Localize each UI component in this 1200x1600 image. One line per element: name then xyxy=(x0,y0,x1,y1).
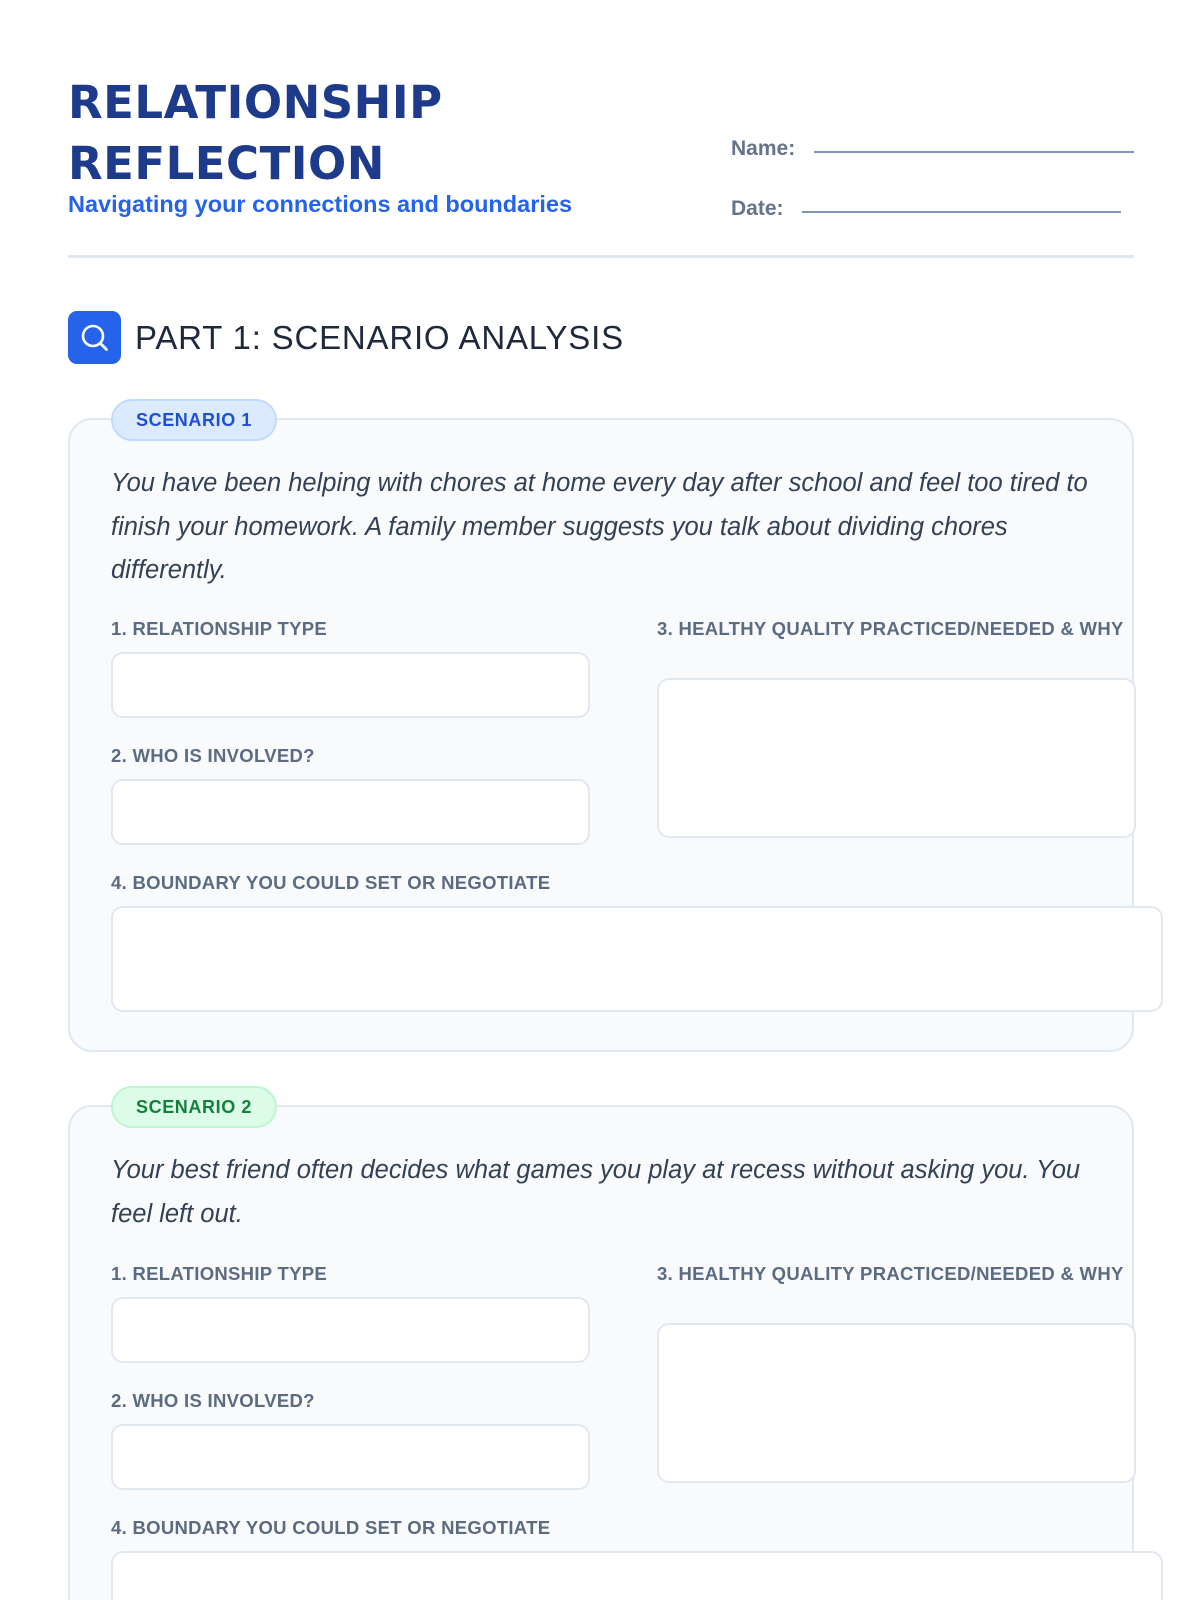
who-involved-input[interactable] xyxy=(111,1424,590,1490)
date-label: Date: xyxy=(731,197,784,220)
who-involved-label: 2. WHO IS INVOLVED? xyxy=(111,1390,315,1411)
scenario-tag: SCENARIO 1 xyxy=(111,399,277,441)
healthy-quality-input[interactable] xyxy=(657,1323,1136,1483)
scenario-tag: SCENARIO 2 xyxy=(111,1086,277,1128)
who-involved-input[interactable] xyxy=(111,779,590,845)
name-field[interactable] xyxy=(731,134,1134,164)
who-involved-label: 2. WHO IS INVOLVED? xyxy=(111,745,315,766)
name-label: Name: xyxy=(731,137,796,160)
healthy-quality-label: 3. HEALTHY QUALITY PRACTICED/NEEDED & WHY xyxy=(657,1263,1124,1284)
title-line-2: REFLECTION xyxy=(68,137,385,190)
scenario-card xyxy=(68,1097,1134,1600)
scenario-description: You have been helping with chores at home every day after school and feel too tired to finish your homework. A family member suggests you talk about dividing chores differently. xyxy=(111,469,1088,584)
boundary-label: 4. BOUNDARY YOU COULD SET OR NEGOTIATE xyxy=(111,1517,551,1538)
date-write-line[interactable] xyxy=(802,211,1121,213)
scenario-card xyxy=(68,410,1134,1052)
relationship-type-input[interactable] xyxy=(111,652,590,718)
relationship-type-label: 1. RELATIONSHIP TYPE xyxy=(111,1263,328,1284)
boundary-input[interactable] xyxy=(111,906,1163,1012)
worksheet-header xyxy=(68,72,1134,258)
worksheet-subtitle: Navigating your connections and boundaries xyxy=(68,191,573,217)
boundary-input[interactable] xyxy=(111,1551,1163,1600)
header-divider xyxy=(68,255,1134,258)
worksheet-title xyxy=(68,72,443,194)
search-icon xyxy=(68,311,121,364)
relationship-type-label: 1. RELATIONSHIP TYPE xyxy=(111,618,328,639)
healthy-quality-input[interactable] xyxy=(657,678,1136,838)
date-field[interactable] xyxy=(731,194,1121,224)
scenario-description: Your best friend often decides what games you play at recess without asking you. You feel left out. xyxy=(111,1156,1081,1228)
healthy-quality-label: 3. HEALTHY QUALITY PRACTICED/NEEDED & WHY xyxy=(657,618,1124,639)
name-write-line[interactable] xyxy=(814,151,1134,153)
relationship-type-input[interactable] xyxy=(111,1297,590,1363)
title-line-1: RELATIONSHIP xyxy=(68,76,443,129)
boundary-label: 4. BOUNDARY YOU COULD SET OR NEGOTIATE xyxy=(111,872,551,893)
part-1-title: PART 1: SCENARIO ANALYSIS xyxy=(135,319,624,356)
